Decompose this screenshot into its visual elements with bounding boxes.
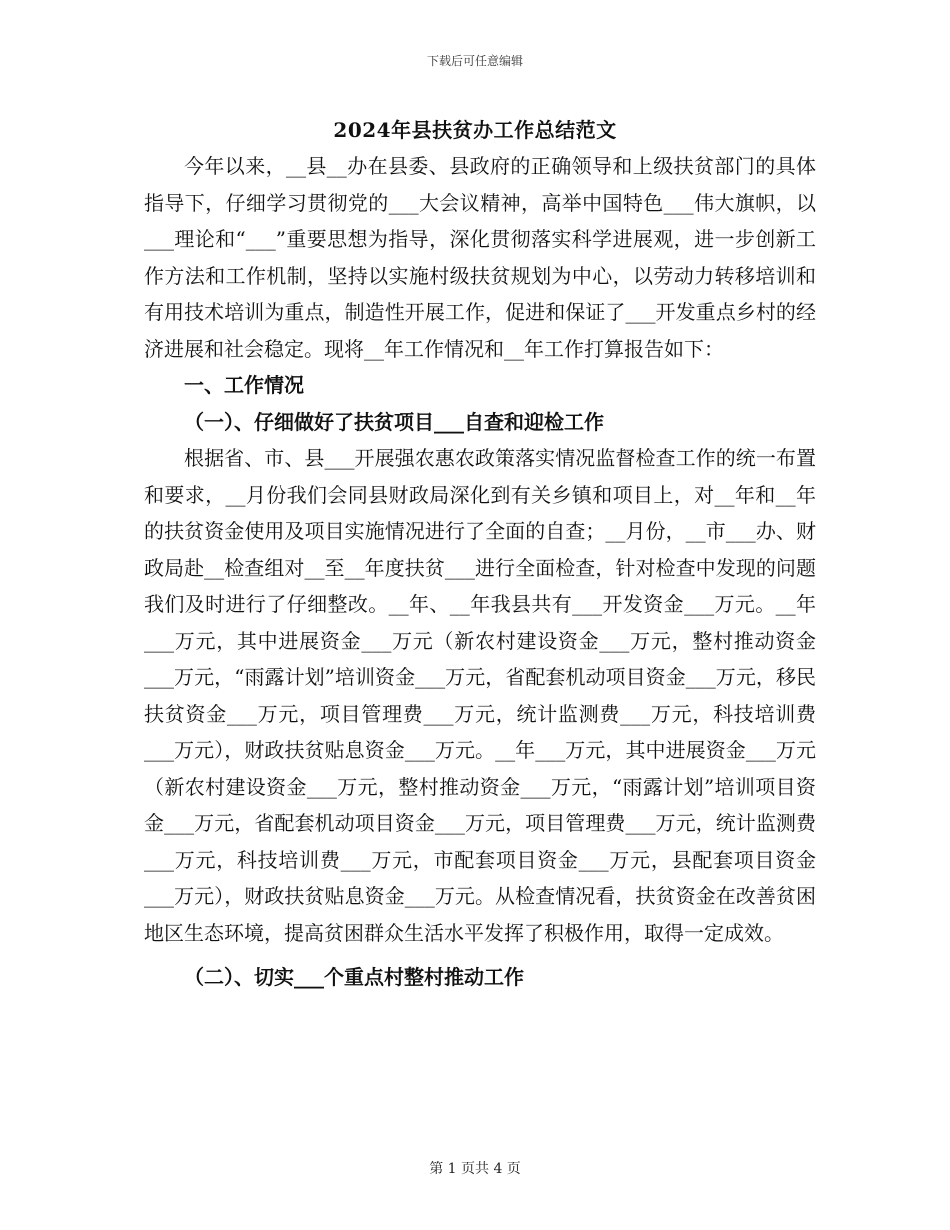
subsection-heading-2: （二）、切实___个重点村整村推动工作 [184, 965, 524, 989]
document-body [144, 148, 816, 996]
document-title: 2024年县扶贫办工作总结范文 [333, 118, 617, 142]
section-heading-work-status: 一、工作情况 [184, 373, 304, 397]
intro-paragraph: 今年以来，__县__办在县委、县政府的正确领导和上级扶贫部门的具体指导下，仔细学习贯彻党的___大会议精神，高举中国特色___伟大旗帜，以___理论和“___”重要思想为指导，深化贯彻落实科学进展观，进一步创新工作方法和工作机制，坚持以实施村级扶贫规划为中心，以劳动力转移培训和有用技术培训为重点，制造性开展工作，促进和保证了___开发重点乡村的经济进展和社会稳定。现将__年工作情况和__年工作打算报告如下： [144, 154, 816, 361]
header-note: 下载后可任意编辑 [426, 54, 523, 68]
page-footer: 第 1 页共 4 页 [429, 1161, 521, 1177]
subsection-1-paragraph: 根据省、市、县___开展强农惠农政策落实情况监督检查工作的统一布置和要求，__月份我们会同县财政局深化到有关乡镇和项目上，对__年和__年的扶贫资金使用及项目实施情况进行了全面的自查；__月份，__市___办、财政局赴__检查组对__至__年度扶贫___进行全面检查，针对检查中发现的问题我们及时进行了仔细整改。__年、__年我县共有___开发资金___万元。__年___万元，其中进展资金___万元（新农村建设资金___万元，整村推动资金___万元，“雨露计划”培训资金___万元，省配套机动项目资金___万元，移民扶贫资金___万元，项目管理费___万元，统计监测费___万元，科技培训费___万元），财政扶贫贴息资金___万元。__年___万元，其中进展资金___万元（新农村建设资金___万元，整村推动资金___万元，“雨露计划”培训项目资金___万元，省配套机动项目资金___万元，项目管理费___万元，统计监测费___万元，科技培训费___万元，市配套项目资金___万元，县配套项目资金___万元），财政扶贫贴息资金___万元。从检查情况看，扶贫资金在改善贫困地区生态环境，提高贫困群众生活水平发挥了积极作用，取得一定成效。 [144, 446, 816, 945]
subsection-heading-1: （一）、仔细做好了扶贫项目___自查和迎检工作 [184, 409, 604, 434]
